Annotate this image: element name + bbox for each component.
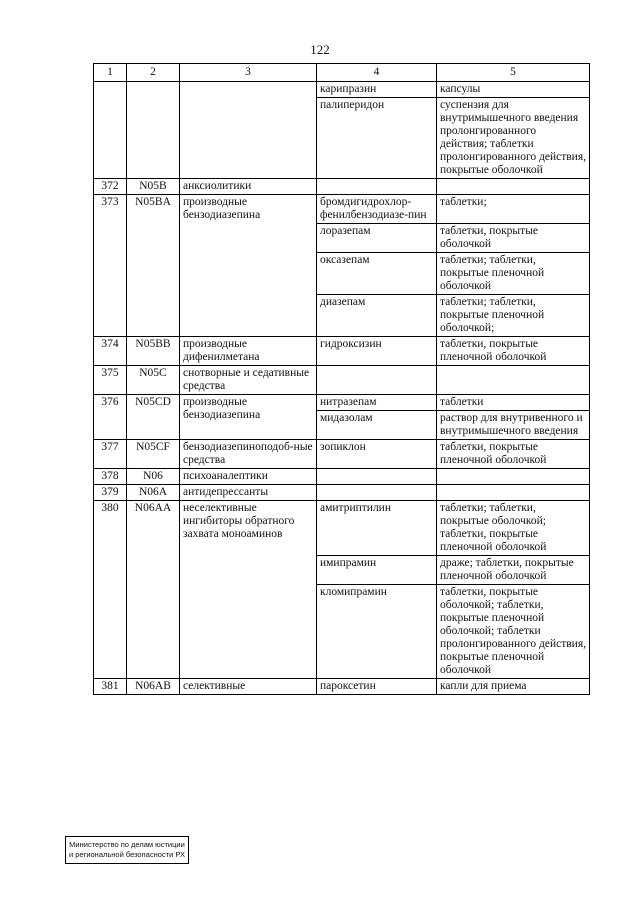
drug-name: имипрамин — [317, 556, 437, 585]
atc-code: N05B — [127, 179, 180, 195]
dosage-forms: капли для приема — [437, 679, 590, 695]
dosage-forms: суспензия для внутримышечного введения пролонгированного действия; таблетки пролонгированного действия, покрытые оболочкой — [437, 98, 590, 179]
header-row — [94, 64, 590, 82]
row-number: 373 — [94, 195, 127, 337]
column-header: 1 — [94, 64, 127, 82]
group-name: производные бензодиазепина — [180, 395, 317, 440]
dosage-forms — [437, 469, 590, 485]
dosage-forms — [437, 485, 590, 501]
drug-name — [317, 179, 437, 195]
drug-name — [317, 366, 437, 395]
group-name: селективные — [180, 679, 317, 695]
drug-name: мидазолам — [317, 411, 437, 440]
dosage-forms — [437, 179, 590, 195]
drug-name: нитразепам — [317, 395, 437, 411]
drug-name: кломипрамин — [317, 585, 437, 679]
drug-name: оксазепам — [317, 253, 437, 295]
atc-code: N05BA — [127, 195, 180, 337]
group-name: неселективные ингибиторы обратного захвата моноаминов — [180, 501, 317, 679]
table-row — [94, 82, 590, 98]
drug-name: карипразин — [317, 82, 437, 98]
row-number: 380 — [94, 501, 127, 679]
dosage-forms: капсулы — [437, 82, 590, 98]
table-row — [94, 395, 590, 411]
dosage-forms: таблетки; таблетки, покрытые пленочной оболочкой; — [437, 295, 590, 337]
drug-table — [93, 63, 590, 695]
drug-name: зопиклон — [317, 440, 437, 469]
group-name: анксиолитики — [180, 179, 317, 195]
column-header: 2 — [127, 64, 180, 82]
dosage-forms — [437, 366, 590, 395]
group-name: антидепрессанты — [180, 485, 317, 501]
drug-name: гидроксизин — [317, 337, 437, 366]
group-name: снотворные и седативные средства — [180, 366, 317, 395]
row-number: 375 — [94, 366, 127, 395]
row-number — [94, 82, 127, 179]
table-row — [94, 366, 590, 395]
drug-table-body — [94, 64, 590, 695]
dosage-forms: драже; таблетки, покрытые пленочной оболочкой — [437, 556, 590, 585]
dosage-forms: таблетки; таблетки, покрытые пленочной оболочкой — [437, 253, 590, 295]
drug-name — [317, 485, 437, 501]
dosage-forms: таблетки, покрытые оболочкой — [437, 224, 590, 253]
atc-code: N06AA — [127, 501, 180, 679]
atc-code: N06A — [127, 485, 180, 501]
group-name: производные дифенилметана — [180, 337, 317, 366]
table-row — [94, 337, 590, 366]
group-name — [180, 82, 317, 179]
atc-code: N06 — [127, 469, 180, 485]
atc-code — [127, 82, 180, 179]
column-header: 5 — [437, 64, 590, 82]
drug-name: бромдигидрохлор-фенилбензодиазе-пин — [317, 195, 437, 224]
table-row — [94, 485, 590, 501]
drug-name: амитриптилин — [317, 501, 437, 556]
table-row — [94, 440, 590, 469]
row-number: 378 — [94, 469, 127, 485]
row-number: 379 — [94, 485, 127, 501]
dosage-forms: таблетки; таблетки, покрытые оболочкой; таблетки, покрытые пленочной оболочкой — [437, 501, 590, 556]
row-number: 377 — [94, 440, 127, 469]
table-row — [94, 501, 590, 556]
dosage-forms: таблетки — [437, 395, 590, 411]
table-row — [94, 195, 590, 224]
row-number: 374 — [94, 337, 127, 366]
dosage-forms: таблетки, покрытые пленочной оболочкой — [437, 337, 590, 366]
atc-code: N06AB — [127, 679, 180, 695]
column-header: 4 — [317, 64, 437, 82]
row-number: 381 — [94, 679, 127, 695]
atc-code: N05CF — [127, 440, 180, 469]
group-name: бензодиазепиноподоб-ные средства — [180, 440, 317, 469]
page-number: 122 — [310, 42, 330, 57]
row-number: 376 — [94, 395, 127, 440]
atc-code: N05BB — [127, 337, 180, 366]
dosage-forms: раствор для внутривенного и внутримышечного введения — [437, 411, 590, 440]
drug-name: диазепам — [317, 295, 437, 337]
row-number: 372 — [94, 179, 127, 195]
dosage-forms: таблетки; — [437, 195, 590, 224]
dosage-forms: таблетки, покрытые пленочной оболочкой — [437, 440, 590, 469]
table-row — [94, 179, 590, 195]
group-name: производные бензодиазепина — [180, 195, 317, 337]
table-row — [94, 679, 590, 695]
ministry-stamp: Министерство по делам юстиции и региональной безопасности РХ — [65, 836, 189, 864]
table-row — [94, 469, 590, 485]
drug-name: палиперидон — [317, 98, 437, 179]
drug-name: лоразепам — [317, 224, 437, 253]
drug-name — [317, 469, 437, 485]
drug-name: пароксетин — [317, 679, 437, 695]
dosage-forms: таблетки, покрытые оболочкой; таблетки, покрытые пленочной оболочкой; таблетки пролонгированного действия, покрытые пленочной оболочкой — [437, 585, 590, 679]
group-name: психоаналептики — [180, 469, 317, 485]
column-header: 3 — [180, 64, 317, 82]
atc-code: N05CD — [127, 395, 180, 440]
atc-code: N05C — [127, 366, 180, 395]
